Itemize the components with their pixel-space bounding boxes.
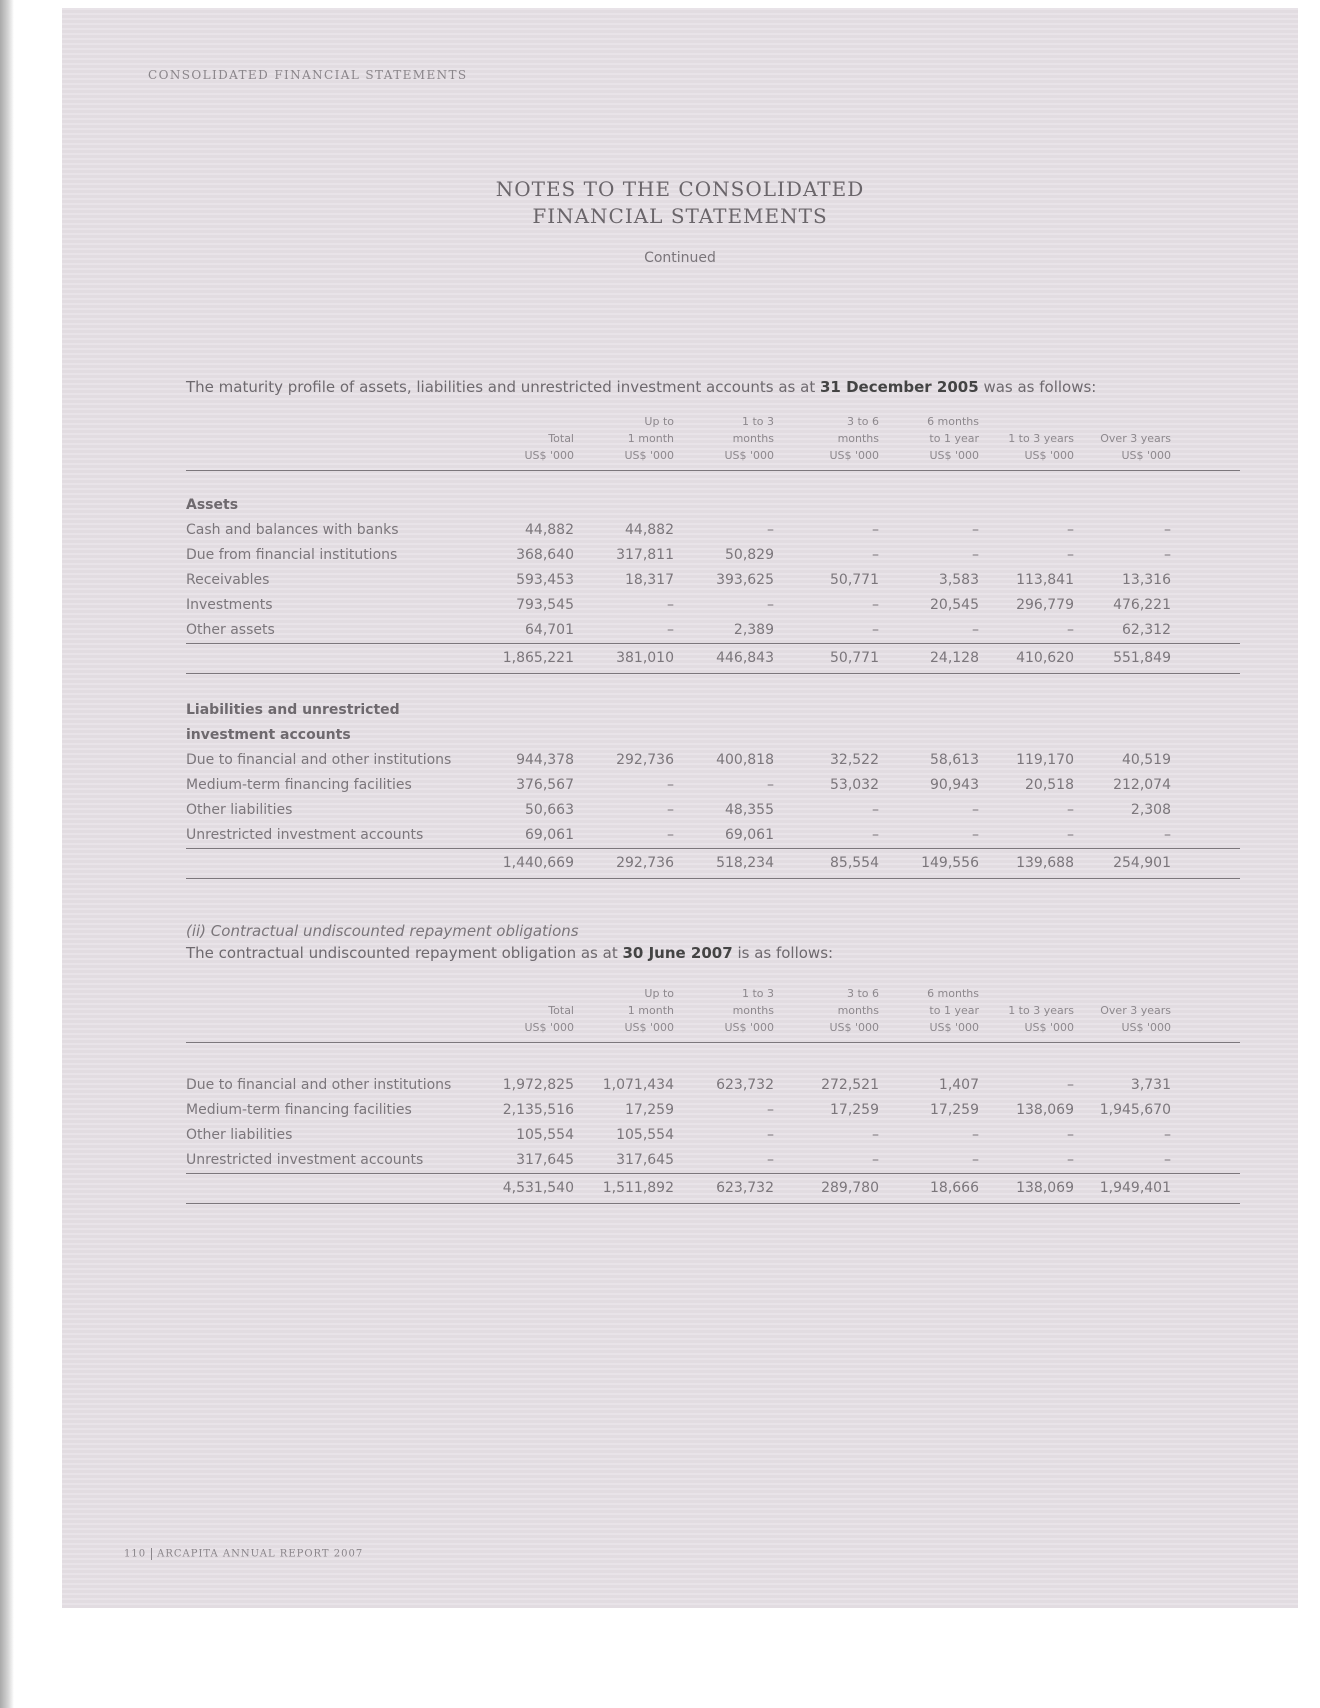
table-row: Cash and balances with banks 44,882 44,882 – – – – –: [186, 522, 1171, 538]
col-header-1-to-3-years: 1 to 3 years US$ '000: [1008, 1004, 1074, 1034]
liabilities-total-row: 1,440,669 292,736 518,234 85,554 149,556 139,688 254,901: [186, 848, 1240, 879]
table1-header: [186, 412, 1240, 471]
section-label: CONSOLIDATED FINANCIAL STATEMENTS: [148, 68, 468, 82]
table-row: Investments 793,545 – – – 20,545 296,779 476,221: [186, 597, 1171, 613]
section2-title: (ii) Contractual undiscounted repayment obligations: [186, 922, 579, 940]
page-subtitle: Continued: [644, 250, 716, 266]
assets-total-row: 1,865,221 381,010 446,843 50,771 24,128 410,620 551,849: [186, 643, 1240, 674]
col-header-up-to-1-month: Up to 1 month US$ '000: [624, 987, 674, 1034]
page-number: 110: [124, 1548, 147, 1560]
table-row: Due to financial and other institutions 944,378 292,736 400,818 32,522 58,613 119,170 40,519: [186, 752, 1171, 768]
obligations-total-row: 4,531,540 1,511,892 623,732 289,780 18,666 138,069 1,949,401: [186, 1173, 1240, 1204]
col-header-3-to-6-months: 3 to 6 months US$ '000: [829, 987, 879, 1034]
intro-text: The maturity profile of assets, liabilities and unrestricted investment accounts as at: [186, 378, 820, 396]
table-row: Due to financial and other institutions 1,972,825 1,071,434 623,732 272,521 1,407 – 3,731: [186, 1077, 1171, 1093]
table-row: Receivables 593,453 18,317 393,625 50,771 3,583 113,841 13,316: [186, 572, 1171, 588]
section2-date: 30 June 2007: [622, 944, 733, 962]
title-line-1: NOTES TO THE CONSOLIDATED: [495, 177, 865, 201]
col-header-1-to-3-months: 1 to 3 months US$ '000: [724, 987, 774, 1034]
col-header-6-months-to-1-year: 6 months to 1 year US$ '000: [927, 415, 979, 462]
table-row: Other liabilities 105,554 105,554 – – – – –: [186, 1127, 1171, 1143]
table2-header: [186, 984, 1240, 1043]
col-header-over-3-years: Over 3 years US$ '000: [1100, 1004, 1171, 1034]
page-title: [62, 176, 1298, 230]
col-header-up-to-1-month: Up to 1 month US$ '000: [624, 415, 674, 462]
page-footer: [124, 1548, 363, 1560]
section2-heading: [186, 922, 833, 962]
document-page: [62, 8, 1298, 1608]
col-header-total: Total US$ '000: [524, 432, 574, 462]
section-title-liabilities: Liabilities and unrestricted: [186, 702, 400, 718]
table-row: Medium-term financing facilities 2,135,516 17,259 – 17,259 17,259 138,069 1,945,670: [186, 1102, 1171, 1118]
section-title-assets: Assets: [186, 497, 239, 513]
title-line-2: FINANCIAL STATEMENTS: [532, 204, 828, 228]
table-row: Unrestricted investment accounts 69,061 – 69,061 – – – –: [186, 827, 1171, 843]
table-row: Other liabilities 50,663 – 48,355 – – – 2,308: [186, 802, 1171, 818]
col-header-6-months-to-1-year: 6 months to 1 year US$ '000: [927, 987, 979, 1034]
footer-divider: [151, 1548, 152, 1560]
col-header-total: Total US$ '000: [524, 1004, 574, 1034]
section2-text: The contractual undiscounted repayment obligation as at 30 June 2007 is as follows:: [186, 944, 834, 962]
intro-date: 31 December 2005: [819, 378, 979, 396]
intro-text-end: was as follows:: [978, 378, 1097, 396]
table1-intro: [186, 378, 1096, 396]
col-header-over-3-years: Over 3 years US$ '000: [1100, 432, 1171, 462]
table-row: Medium-term financing facilities 376,567 – – 53,032 90,943 20,518 212,074: [186, 777, 1171, 793]
table-row: Unrestricted investment accounts 317,645 317,645 – – – – –: [186, 1152, 1171, 1168]
table-row: Due from financial institutions 368,640 317,811 50,829 – – – –: [186, 547, 1171, 563]
repayment-obligations-table-2007: [186, 984, 1240, 1204]
footer-report-name: ARCAPITA ANNUAL REPORT 2007: [157, 1548, 364, 1560]
col-header-1-to-3-months: 1 to 3 months US$ '000: [724, 415, 774, 462]
maturity-table-2005: [186, 412, 1240, 879]
table-row: Other assets 64,701 – 2,389 – – – 62,312: [186, 622, 1171, 638]
col-header-3-to-6-months: 3 to 6 months US$ '000: [829, 415, 879, 462]
col-header-1-to-3-years: 1 to 3 years US$ '000: [1008, 432, 1074, 462]
scan-edge: [0, 0, 14, 1708]
section-title-liabilities-line2: investment accounts: [186, 727, 351, 743]
